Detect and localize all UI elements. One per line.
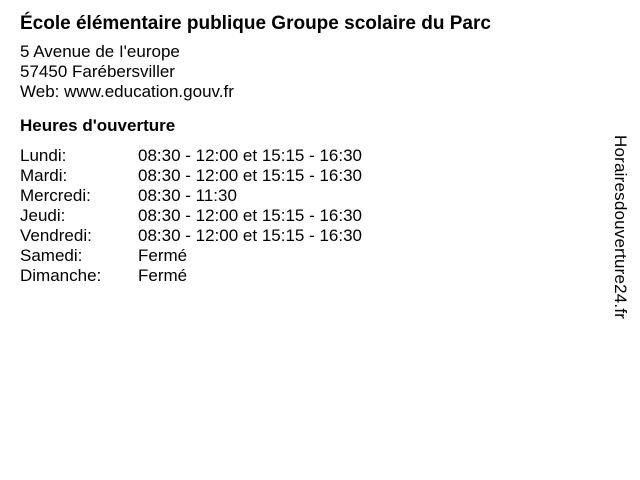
day-label: Dimanche: [20,266,102,285]
address-city: 57450 Farébersviller [20,62,175,81]
school-info-card [20,10,610,286]
day-hours: Fermé [138,266,188,285]
day-hours: 08:30 - 12:00 et 15:15 - 16:30 [138,146,363,165]
hours-row-vendredi [20,226,610,246]
day-label: Samedi: [20,246,83,265]
hours-row-lundi [20,146,610,166]
day-label: Jeudi: [20,206,66,225]
day-label: Mercredi: [20,186,91,205]
day-label: Mardi: [20,166,68,185]
address-block [20,42,610,102]
school-name: École élémentaire publique Groupe scolaire du Parc [20,13,491,34]
hours-row-dimanche [20,266,610,286]
day-hours: Fermé [138,246,188,265]
day-label: Lundi: [20,146,67,165]
opening-hours-heading: Heures d'ouverture [20,116,176,135]
hours-row-mardi [20,166,610,186]
address-street: 5 Avenue de I'europe [20,42,180,61]
website: Web: www.education.gouv.fr [20,82,234,101]
day-label: Vendredi: [20,226,92,245]
hours-row-jeudi [20,206,610,226]
hours-row-mercredi [20,186,610,206]
day-hours: 08:30 - 12:00 et 15:15 - 16:30 [138,166,363,185]
day-hours: 08:30 - 12:00 et 15:15 - 16:30 [138,206,363,225]
site-watermark: Horairesdouverture24.fr [611,135,630,320]
opening-hours-table [20,146,610,286]
hours-row-samedi [20,246,610,266]
day-hours: 08:30 - 11:30 [138,186,237,205]
day-hours: 08:30 - 12:00 et 15:15 - 16:30 [138,226,363,245]
